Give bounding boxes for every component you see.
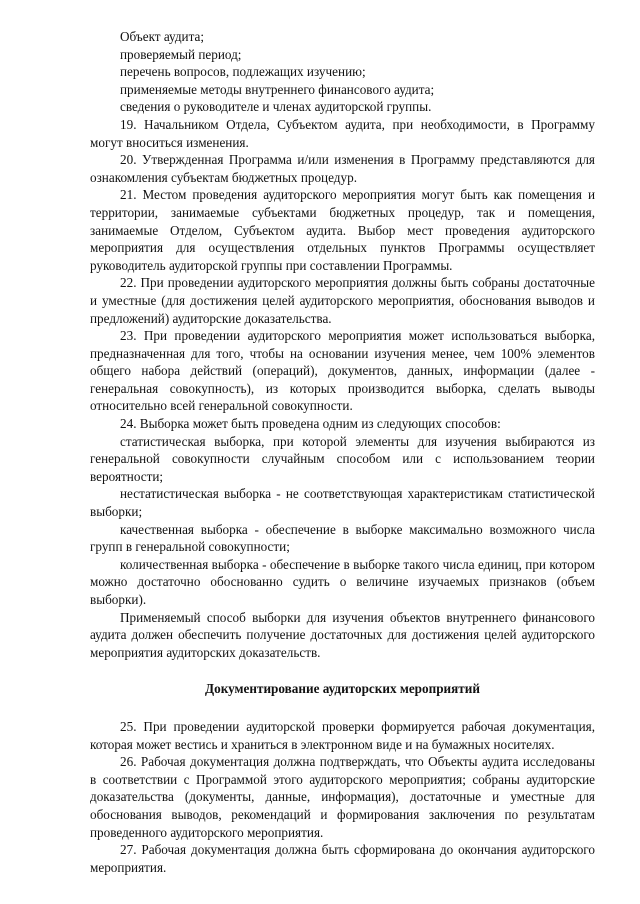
paragraph-23: 23. При проведении аудиторского мероприятия может использоваться выборка, предназначенная для того, чтобы на основании изучения менее, чем 100% элементов общего набора действий (операций), документов, данных, информации (далее - генеральная совокупность), из которых производится выборка, сделать выводы относительно всей генеральной совокупности. bbox=[90, 328, 595, 414]
paragraph-27: 27. Рабочая документация должна быть сформирована до окончания аудиторского мероприятия. bbox=[90, 842, 595, 875]
document-page bbox=[90, 28, 595, 876]
list-item-audit-object: Объект аудита; bbox=[120, 29, 205, 44]
sampling-statistical: статистическая выборка, при которой элементы для изучения выбираются из генеральной совокупности случайным способом или с использованием теории вероятности; bbox=[90, 433, 595, 484]
sampling-quantitative: количественная выборка - обеспечение в выборке такого числа единиц, при котором можно достаточно обоснованно судить о величине изучаемых признаков (объем выборки). bbox=[90, 556, 595, 607]
sampling-method-note: Применяемый способ выборки для изучения объектов внутреннего финансового аудита должен обеспечить получение достаточных для достижения целей аудиторского мероприятия аудиторских доказательств. bbox=[90, 609, 595, 660]
paragraph-21: 21. Местом проведения аудиторского мероприятия могут быть как помещения и территории, занимаемые субъектами бюджетных процедур, так и помещения, занимаемые Отделом, Субъектом аудита. Выбор мест проведения аудиторского мероприятия для осуществления отдельных пунктов Программы осуществляет руководитель аудиторской группы при составлении Программы. bbox=[90, 187, 595, 273]
list-item-methods: применяемые методы внутреннего финансового аудита; bbox=[120, 81, 435, 97]
paragraph-19: 19. Начальником Отдела, Субъектом аудита, при необходимости, в Программу могут вноситься изменения. bbox=[90, 116, 595, 150]
list-item-group-info: сведения о руководителе и членах аудиторской группы. bbox=[120, 99, 432, 115]
paragraph-26: 26. Рабочая документация должна подтверждать, что Объекты аудита исследованы в соответствии с Программой этого аудиторского мероприятия; собраны аудиторские доказательства (документы, данные, информация), достаточные и уместные для обоснования выводов, рекомендаций и формирования заключения по результатам проведенного аудиторского мероприятия. bbox=[90, 754, 595, 840]
sampling-qualitative: качественная выборка - обеспечение в выборке максимально возможного числа групп в генеральной совокупности; bbox=[90, 521, 595, 555]
section-heading: Документирование аудиторских мероприятий bbox=[205, 681, 480, 697]
paragraph-22: 22. При проведении аудиторского мероприятия должны быть собраны достаточные и уместные (для достижения целей аудиторского мероприятия, обоснования выводов и предложений) аудиторские доказательства. bbox=[90, 275, 595, 326]
paragraph-25: 25. При проведении аудиторской проверки формируется рабочая документация, которая может вестись и храниться в электронном виде и на бумажных носителях. bbox=[90, 718, 595, 752]
list-item-questions: перечень вопросов, подлежащих изучению; bbox=[120, 64, 366, 80]
paragraph-24: 24. Выборка может быть проведена одним из следующих способов: bbox=[120, 416, 501, 432]
paragraph-20: 20. Утвержденная Программа и/или изменения в Программу представляются для ознакомления субъектам бюджетных процедур. bbox=[90, 152, 595, 185]
list-item-audit-period: проверяемый период; bbox=[120, 46, 242, 62]
sampling-nonstatistical: нестатистическая выборка - не соответствующая характеристикам статистической выборки; bbox=[90, 486, 595, 520]
